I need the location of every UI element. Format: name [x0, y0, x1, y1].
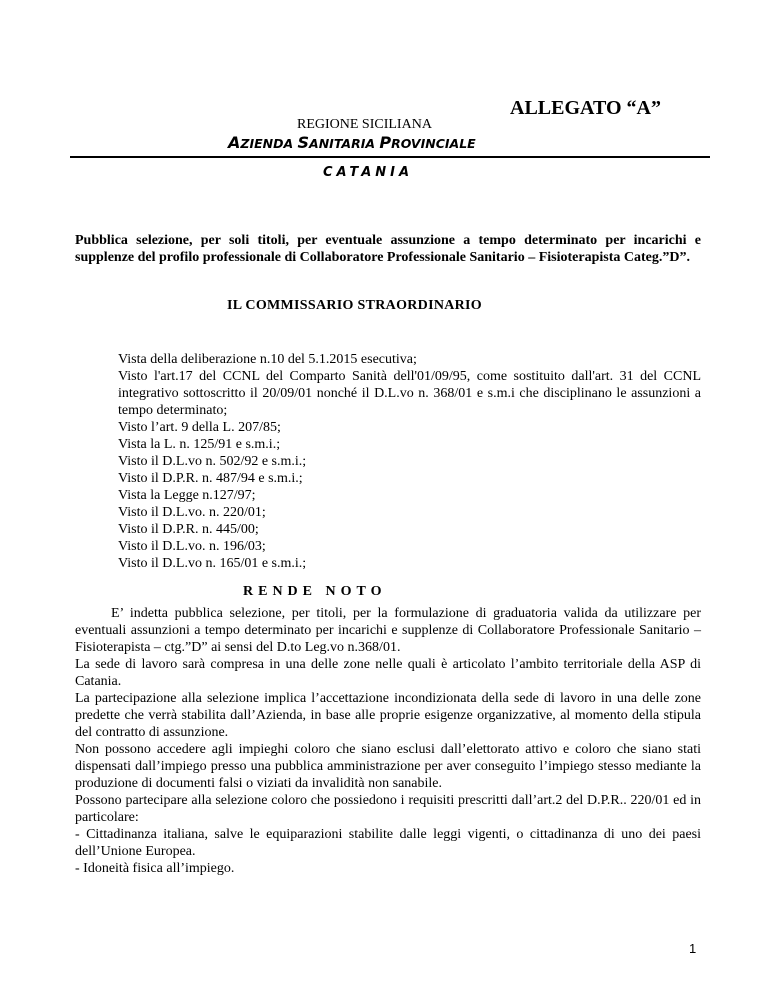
premise-item: Visto il D.L.vo n. 502/92 e s.m.i.; — [118, 454, 307, 469]
document-subject: Pubblica selezione, per soli titoli, per eventuale assunzione a tempo determinato per incarichi e supplenze del profilo professionale di Collaboratore Professionale Sanitario – Fisioterapista Categ.”D”. — [75, 233, 701, 265]
premises-list — [118, 351, 701, 572]
body-paragraph: - Idoneità fisica all’impiego. — [75, 861, 235, 876]
body-paragraph: E’ indetta pubblica selezione, per titoli, per la formulazione di graduatoria valida da utilizzare per eventuali assunzioni a tempo determinato per incarichi e supplenze di Collaboratore Professionale Sanitario – Fisioterapista – ctg.”D” ai sensi del D.to Leg.vo n.368/01. — [75, 606, 701, 655]
body-text — [75, 605, 701, 877]
premise-item: Visto il D.P.R. n. 487/94 e s.m.i.; — [118, 471, 303, 486]
city-label: CATANIA — [323, 165, 414, 180]
azienda-rest: ZIENDA — [240, 136, 298, 151]
premise-item: Visto l’art. 9 della L. 207/85; — [118, 420, 281, 435]
premise-item: Visto il D.L.vo. n. 196/03; — [118, 539, 266, 554]
body-paragraph: La sede di lavoro sarà compresa in una delle zone nelle quali è articolato l’ambito territoriale della ASP di Catania. — [75, 657, 701, 689]
body-paragraph: La partecipazione alla selezione implica l’accettazione incondizionata della sede di lavoro in una delle zone predette che verrà stabilita dall’Azienda, in base alle proprie esigenze organizzative, al momento della stipula del contratto di assunzione. — [75, 691, 701, 740]
body-paragraph: - Cittadinanza italiana, salve le equiparazioni stabilite dalle leggi vigenti, o cittadinanza di uno dei paesi dell’Unione Europea. — [75, 827, 701, 859]
azienda-rest: ANITARIA — [309, 136, 380, 151]
body-paragraph: Possono partecipare alla selezione coloro che possiedono i requisiti prescritti dall’art.2 del D.P.R.. 220/01 ed in particolare: — [75, 793, 701, 825]
commissario-heading: IL COMMISSARIO STRAORDINARIO — [227, 298, 482, 313]
rende-noto-heading: RENDE NOTO — [243, 584, 387, 599]
azienda-letter: P — [379, 133, 392, 152]
premise-item: Visto l'art.17 del CCNL del Comparto Sanità dell'01/09/95, come sostituito dall'art. 31 del CCNL integrativo sottoscritto il 20/09/01 nonché il D.L.vo n. 368/01 e s.m.i che disciplinano le assunzioni a tempo determinato; — [118, 369, 701, 418]
premise-item: Vista della deliberazione n.10 del 5.1.2015 esecutiva; — [118, 352, 417, 367]
azienda-name — [228, 133, 476, 152]
azienda-letter: S — [297, 133, 310, 152]
page-number: 1 — [689, 941, 697, 956]
premise-item: Visto il D.P.R. n. 445/00; — [118, 522, 259, 537]
premise-item: Visto il D.L.vo. n. 220/01; — [118, 505, 266, 520]
body-paragraph: Non possono accedere agli impieghi coloro che siano esclusi dall’elettorato attivo e coloro che siano stati dispensati dall’impiego presso una pubblica amministrazione per aver conseguito l’impiego stesso mediante la produzione di documenti falsi o viziati da invalidità non sanabile. — [75, 742, 701, 791]
premise-item: Vista la Legge n.127/97; — [118, 488, 256, 503]
azienda-rest: ROVINCIALE — [391, 136, 476, 151]
allegato-label: ALLEGATO “A” — [510, 97, 661, 119]
premise-item: Vista la L. n. 125/91 e s.m.i.; — [118, 437, 281, 452]
azienda-letter: A — [228, 133, 241, 152]
premise-item: Visto il D.L.vo n. 165/01 e s.m.i.; — [118, 556, 307, 571]
regione-label: REGIONE SICILIANA — [297, 117, 432, 132]
header-divider — [70, 156, 710, 158]
